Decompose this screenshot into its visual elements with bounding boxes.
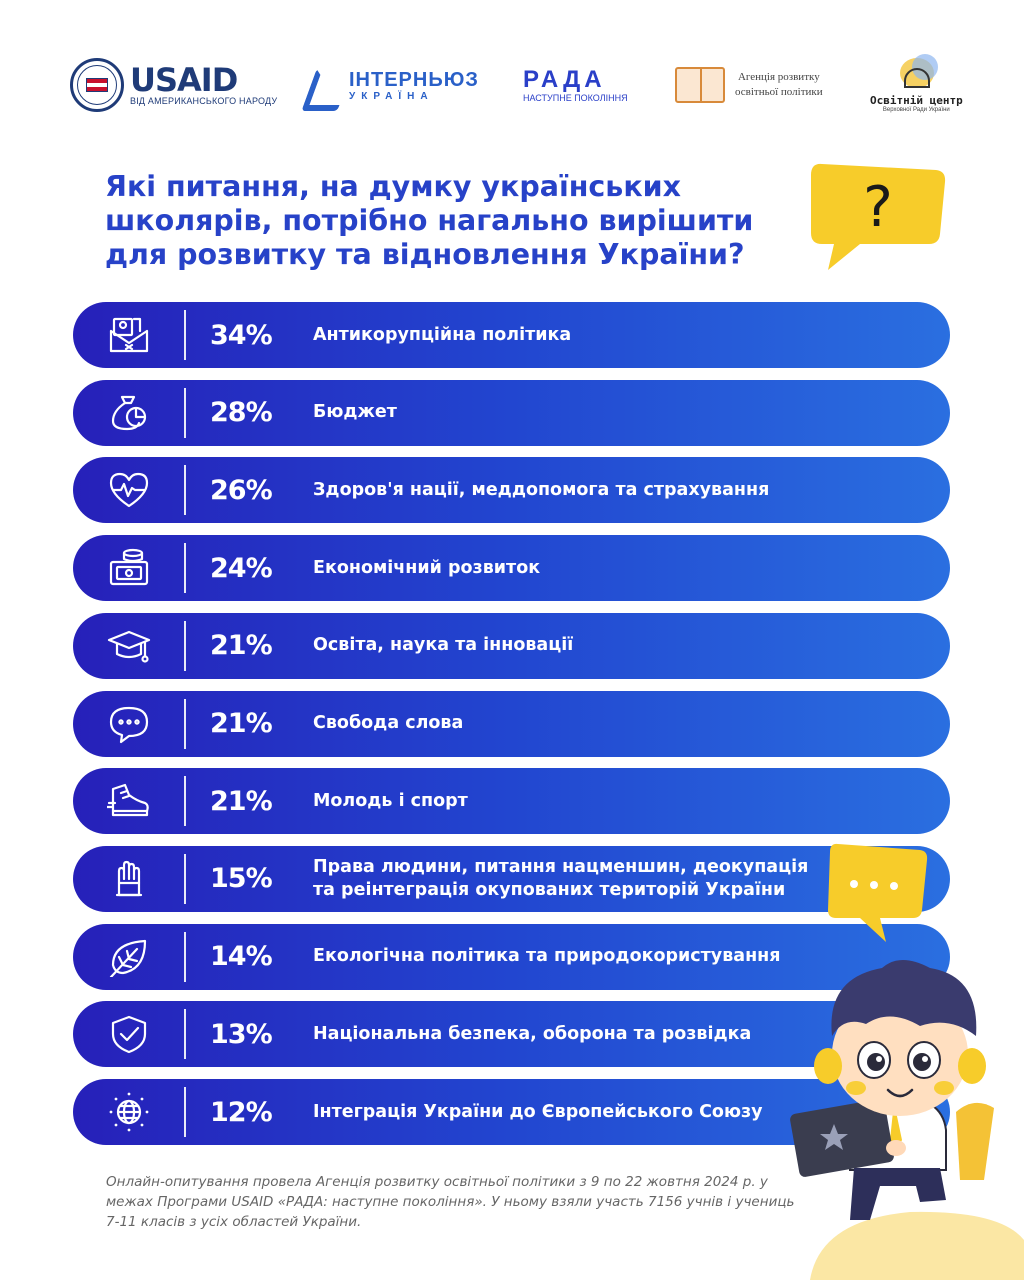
bar-divider [184,1009,186,1059]
category-label: Освіта, наука та інновації [313,635,574,656]
bar-divider [184,388,186,438]
education-center-logo [870,40,963,130]
chart-bar [73,535,950,601]
shield-check-icon [107,1014,151,1054]
parliament-dome-icon [896,58,936,90]
bar-divider [184,543,186,593]
envelope-money-icon [107,315,151,355]
data-label: 21% [210,630,272,662]
bar-divider [184,932,186,982]
chart-bar [73,380,950,446]
usaid-tagline: ВІД АМЕРИКАНСЬКОГО НАРОДУ [130,96,278,106]
category-label: Національна безпека, оборона та розвідка [313,1023,752,1044]
category-label: Здоров'я нації, меддопомога та страхування [313,479,770,500]
partner-logos [0,40,1024,130]
internews-country: УКРАЇНА [349,90,434,102]
raised-hand-icon [107,859,151,899]
internews-logo [305,40,479,130]
open-book-icon [675,67,725,103]
usaid-logo [70,40,277,130]
data-label: 24% [210,552,272,584]
chart-bar [73,613,950,679]
data-label: 21% [210,708,272,739]
category-label: Молодь і спорт [313,790,468,811]
category-label: Інтеграція України до Європейського Союзу [313,1101,763,1122]
agency-logo [675,40,823,130]
agency-name-line2: освітньої політики [735,86,823,98]
rada-wordmark: РАДА [523,66,606,93]
data-label: 26% [210,474,272,506]
eu-globe-icon [107,1092,151,1132]
chart-bar [73,1001,950,1067]
speech-bubble-icon [107,704,151,744]
chart-title: Які питання, на думку українських школярів, потрібно нагально вирішити для розвитку та відновлення України? [105,170,754,271]
category-label: Свобода слова [313,713,464,733]
data-label: 15% [210,863,272,895]
category-label: Економічний розвиток [313,557,541,578]
agency-name-line1: Агенція розвитку [737,71,820,83]
data-label: 28% [210,397,272,429]
category-label: Екологічна політика та природокористування [313,946,781,967]
bar-divider [184,854,186,904]
bar-divider [184,621,186,671]
bar-divider [184,776,186,826]
chart-bar [73,924,950,990]
bar-divider [184,1087,186,1137]
running-shoe-icon [107,781,151,821]
wallet-coins-icon [107,548,151,588]
rada-tagline: НАСТУПНЕ ПОКОЛІННЯ [523,93,628,103]
bar-divider [184,699,186,749]
chart-bar [73,457,950,523]
usaid-wordmark: USAID [130,61,238,99]
chart-bar [73,1079,950,1145]
chart-bar [73,302,950,368]
category-label: Бюджет [313,402,397,423]
money-bag-icon [107,393,151,433]
internews-mark-icon [305,67,343,103]
graduation-cap-icon [107,626,151,666]
data-label: 14% [210,941,272,973]
data-label: 12% [210,1096,272,1128]
internews-wordmark: ІНТЕРНЬЮЗ [349,68,479,91]
data-label: 21% [210,785,272,817]
leaf-icon [107,937,151,977]
bar-divider [184,310,186,360]
chart-bar [73,846,950,912]
category-label: Права людини, питання нацменшин, деокупація та реінтеграція окупованих територій України [313,856,809,900]
rada-logo [523,40,628,130]
data-label: 13% [210,1018,272,1050]
usaid-seal-icon [70,58,124,112]
category-label: Антикорупційна політика [313,324,572,345]
chart-bar [73,768,950,834]
question-bubble-icon [808,160,948,272]
chart-bar [73,691,950,757]
survey-footnote: Онлайн-опитування провела Агенція розвитку освітньої політики з 9 по 22 жовтня 2024 р. у межах Програми USAID «РАДА: наступне покоління». У ньому взяли участь 7156 учнів і учениць 7-11 класів з усіх областей України. [106,1174,795,1230]
education-center-name: Освітній центр [870,93,963,107]
education-center-sub: Верховної Ради України [882,106,950,113]
heart-pulse-icon [107,470,151,510]
bar-divider [184,465,186,515]
data-label: 34% [210,319,272,351]
svg-text:?: ? [863,175,893,240]
